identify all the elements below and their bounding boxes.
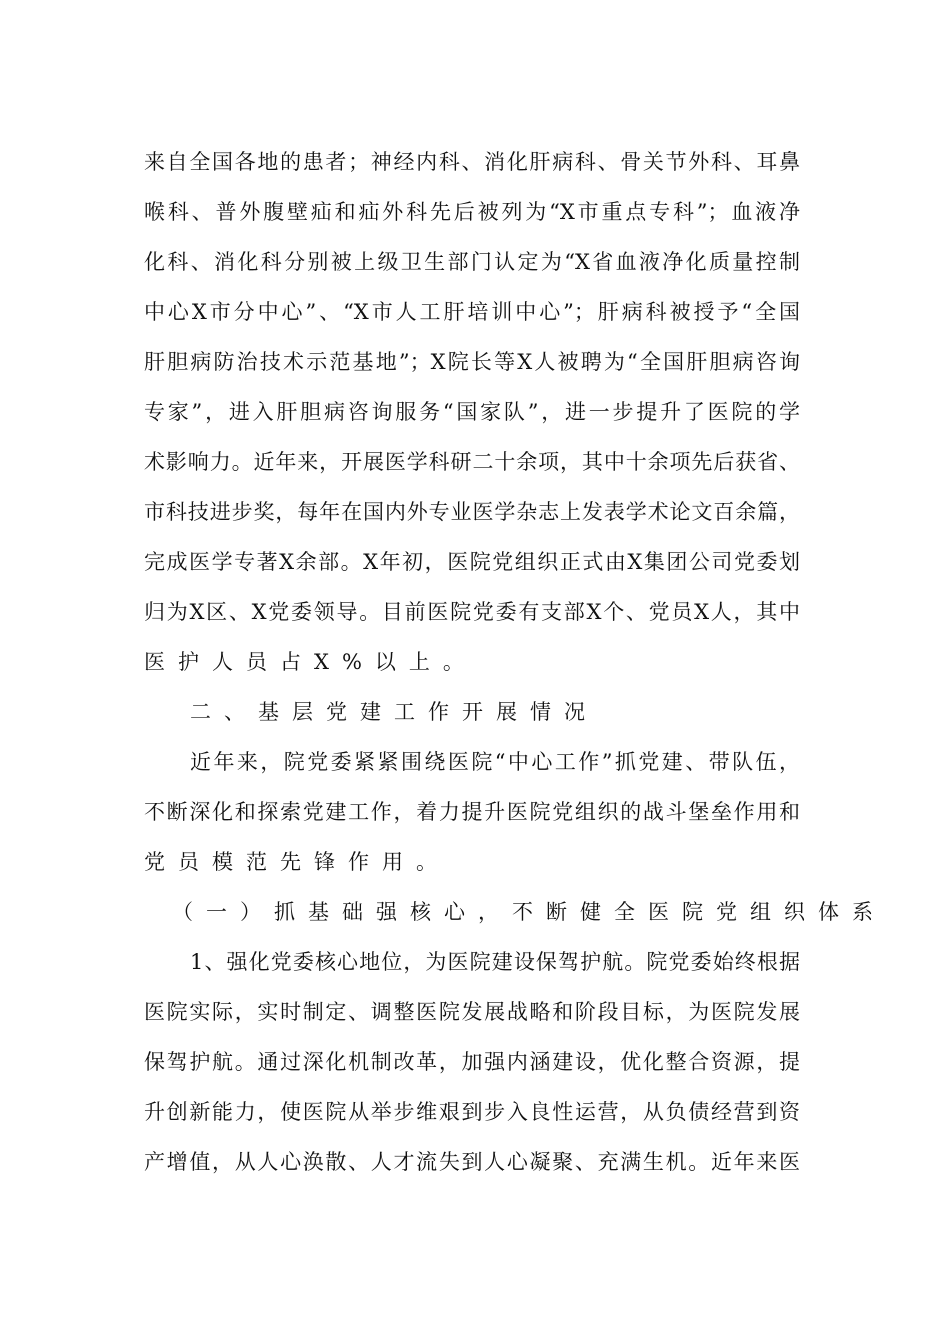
- paragraph-line: 近年来，院党委紧紧围绕医院“中心工作”抓党建、带队伍，: [190, 750, 800, 774]
- paragraph-line: 医院实际，实时制定、调整医院发展战略和阶段目标，为医院发展: [144, 1000, 800, 1024]
- paragraph-line: 1、强化党委核心地位，为医院建设保驾护航。院党委始终根据: [190, 950, 800, 974]
- paragraph-line: 党员模范先锋作用。: [144, 850, 450, 874]
- paragraph-line: 不断深化和探索党建工作，着力提升医院党组织的战斗堡垒作用和: [144, 800, 800, 824]
- paragraph-line: 保驾护航。通过深化机制改革，加强内涵建设，优化整合资源，提: [144, 1050, 800, 1074]
- subsection-heading: （一）抓基础强核心，不断健全医院党组织体系: [172, 900, 886, 924]
- paragraph-line: 市科技进步奖，每年在国内外专业医学杂志上发表学术论文百余篇，: [144, 500, 800, 524]
- paragraph-line: 升创新能力，使医院从举步维艰到步入良性运营，从负债经营到资: [144, 1100, 800, 1124]
- paragraph-line: 产增值，从人心涣散、人才流失到人心凝聚、充满生机。近年来医: [144, 1150, 800, 1174]
- paragraph-line: 归为X区、X党委领导。目前医院党委有支部X个、党员X人，其中: [144, 600, 800, 624]
- paragraph-line: 中心X市分中心”、“X市人工肝培训中心”；肝病科被授予“全国: [144, 300, 800, 324]
- paragraph-line: 喉科、普外腹壁疝和疝外科先后被列为“X市重点专科”；血液净: [144, 200, 800, 224]
- paragraph-line: 医护人员占X%以上。: [144, 650, 477, 674]
- paragraph-line: 化科、消化科分别被上级卫生部门认定为“X省血液净化质量控制: [144, 250, 800, 274]
- section-heading: 二、基层党建工作开展情况: [190, 700, 598, 724]
- paragraph-line: 来自全国各地的患者；神经内科、消化肝病科、骨关节外科、耳鼻: [144, 150, 800, 174]
- paragraph-line: 肝胆病防治技术示范基地”；X院长等X人被聘为“全国肝胆病咨询: [144, 350, 800, 374]
- paragraph-line: 专家”，进入肝胆病咨询服务“国家队”，进一步提升了医院的学: [144, 400, 800, 424]
- paragraph-line: 完成医学专著X余部。X年初，医院党组织正式由X集团公司党委划: [144, 550, 800, 574]
- paragraph-line: 术影响力。近年来，开展医学科研二十余项，其中十余项先后获省、: [144, 450, 800, 474]
